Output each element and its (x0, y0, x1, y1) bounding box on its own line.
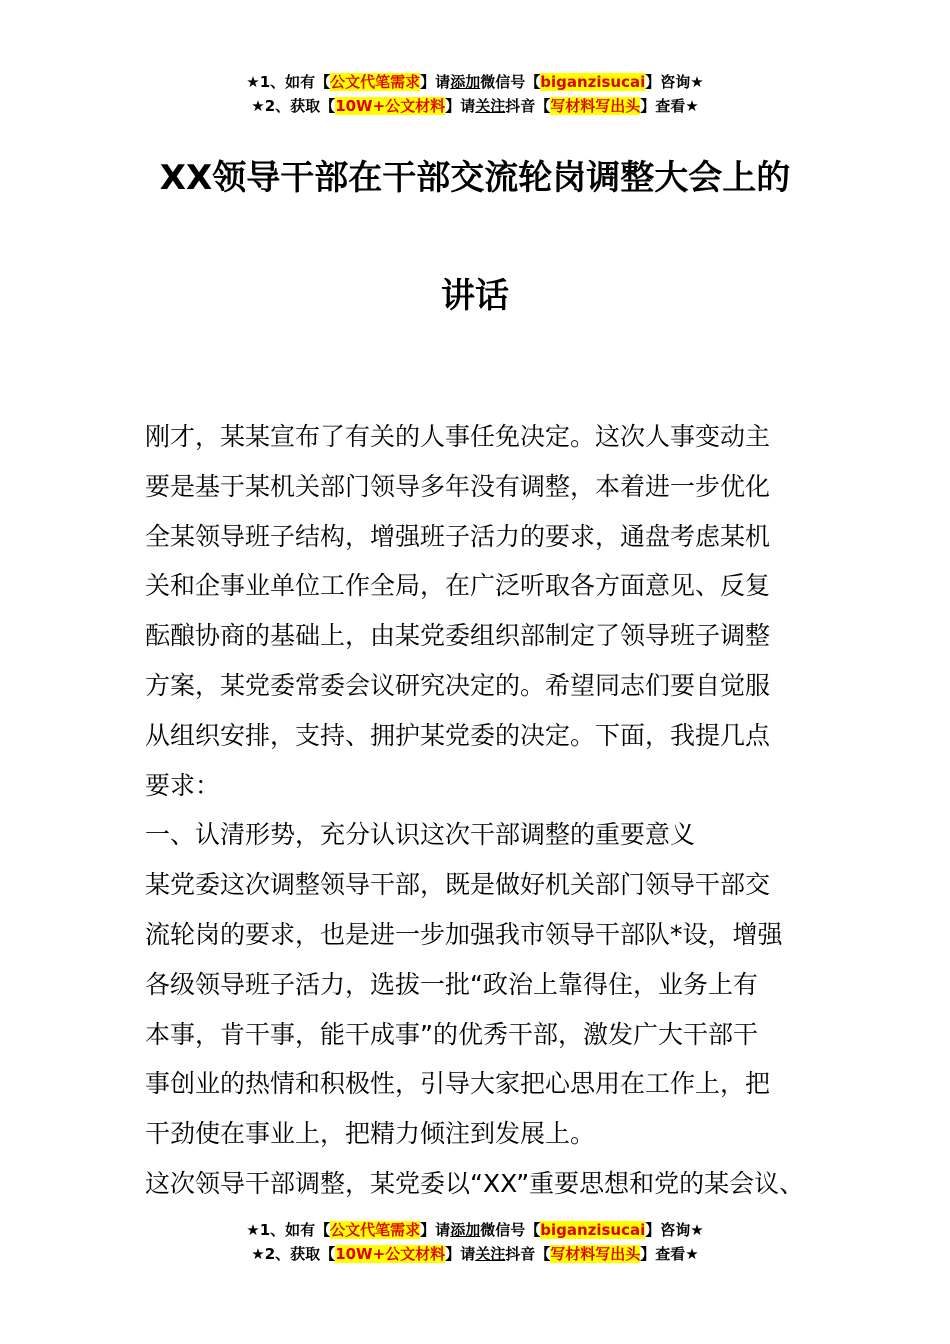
promo-text: 】咨询★ (645, 73, 704, 91)
body-line: 要求： (145, 770, 221, 800)
body-line: 各级领导班子活力，选拔一批“政治上靠得住，业务上有 (145, 969, 758, 999)
body-line: 全某领导班子结构，增强班子活力的要求，通盘考虑某机 (145, 521, 771, 551)
footer-promo-banner (0, 1218, 950, 1266)
body-line: 从组织安排，支持、拥护某党委的决定。下面，我提几点 (145, 720, 771, 750)
promo-highlight: 公文代笔需求 (330, 1221, 421, 1239)
promo-text: ★2、获取【 (251, 97, 336, 115)
promo-text: 】请 (420, 1221, 451, 1239)
promo-highlight: 10W+公文材料 (335, 97, 446, 115)
promo-text: 抖音【 (505, 1245, 551, 1263)
document-title-line-2: 讲话 (441, 276, 509, 316)
body-line: 事创业的热情和积极性，引导大家把心思用在工作上，把 (145, 1069, 771, 1099)
promo-underline: 添加 (450, 73, 481, 91)
promo-line-2 (0, 1242, 950, 1266)
body-line: 流轮岗的要求，也是进一步加强我市领导干部队*设，增强 (145, 919, 783, 949)
promo-highlight: biganzisucai (540, 73, 646, 91)
section-heading: 一、认清形势，充分认识这次干部调整的重要意义 (145, 820, 696, 850)
promo-underline: 关注 (475, 97, 506, 115)
body-line: 干劲使在事业上，把精力倾注到发展上。 (145, 1119, 596, 1149)
body-line: 刚才，某某宣布了有关的人事任免决定。这次人事变动主 (145, 422, 771, 451)
promo-highlight: 写材料写出头 (550, 1245, 641, 1263)
promo-text: ★2、获取【 (251, 1245, 336, 1263)
promo-underline: 添加 (450, 1221, 481, 1239)
promo-text: 微信号【 (480, 1221, 541, 1239)
promo-text: 】请 (445, 1245, 476, 1263)
promo-highlight: biganzisucai (540, 1221, 646, 1239)
promo-underline: 关注 (475, 1245, 506, 1263)
promo-text: 】请 (445, 97, 476, 115)
body-line: 本事，肯干事，能干成事”的优秀干部，激发广大干部干 (145, 1019, 758, 1049)
promo-text: 】请 (420, 73, 451, 91)
header-promo-banner (0, 70, 950, 118)
promo-highlight: 写材料写出头 (550, 97, 641, 115)
promo-text: 抖音【 (505, 97, 551, 115)
promo-text: 】咨询★ (645, 1221, 704, 1239)
promo-line-2 (0, 94, 950, 118)
body-line: 酝酿协商的基础上，由某党委组织部制定了领导班子调整 (145, 621, 771, 651)
promo-text: ★1、如有【 (246, 1221, 331, 1239)
document-title-line-1: XX领导干部在干部交流轮岗调整大会上的 (159, 158, 791, 198)
promo-line-1 (0, 70, 950, 94)
body-line: 某党委这次调整领导干部，既是做好机关部门领导干部交 (145, 870, 771, 900)
promo-line-1 (0, 1218, 950, 1242)
document-body (145, 412, 815, 1209)
body-line: 要是基于某机关部门领导多年没有调整，本着进一步优化 (145, 471, 771, 501)
promo-text: 微信号【 (480, 73, 541, 91)
body-line: 这次领导干部调整，某党委以“XX”重要思想和党的某会议、 (145, 1168, 805, 1198)
promo-highlight: 10W+公文材料 (335, 1245, 446, 1263)
promo-text: ★1、如有【 (246, 73, 331, 91)
promo-text: 】查看★ (640, 97, 699, 115)
promo-text: 】查看★ (640, 1245, 699, 1263)
body-line: 方案，某党委常委会议研究决定的。希望同志们要自觉服 (145, 670, 771, 700)
promo-highlight: 公文代笔需求 (330, 73, 421, 91)
body-line: 关和企事业单位工作全局，在广泛听取各方面意见、反复 (145, 571, 771, 601)
